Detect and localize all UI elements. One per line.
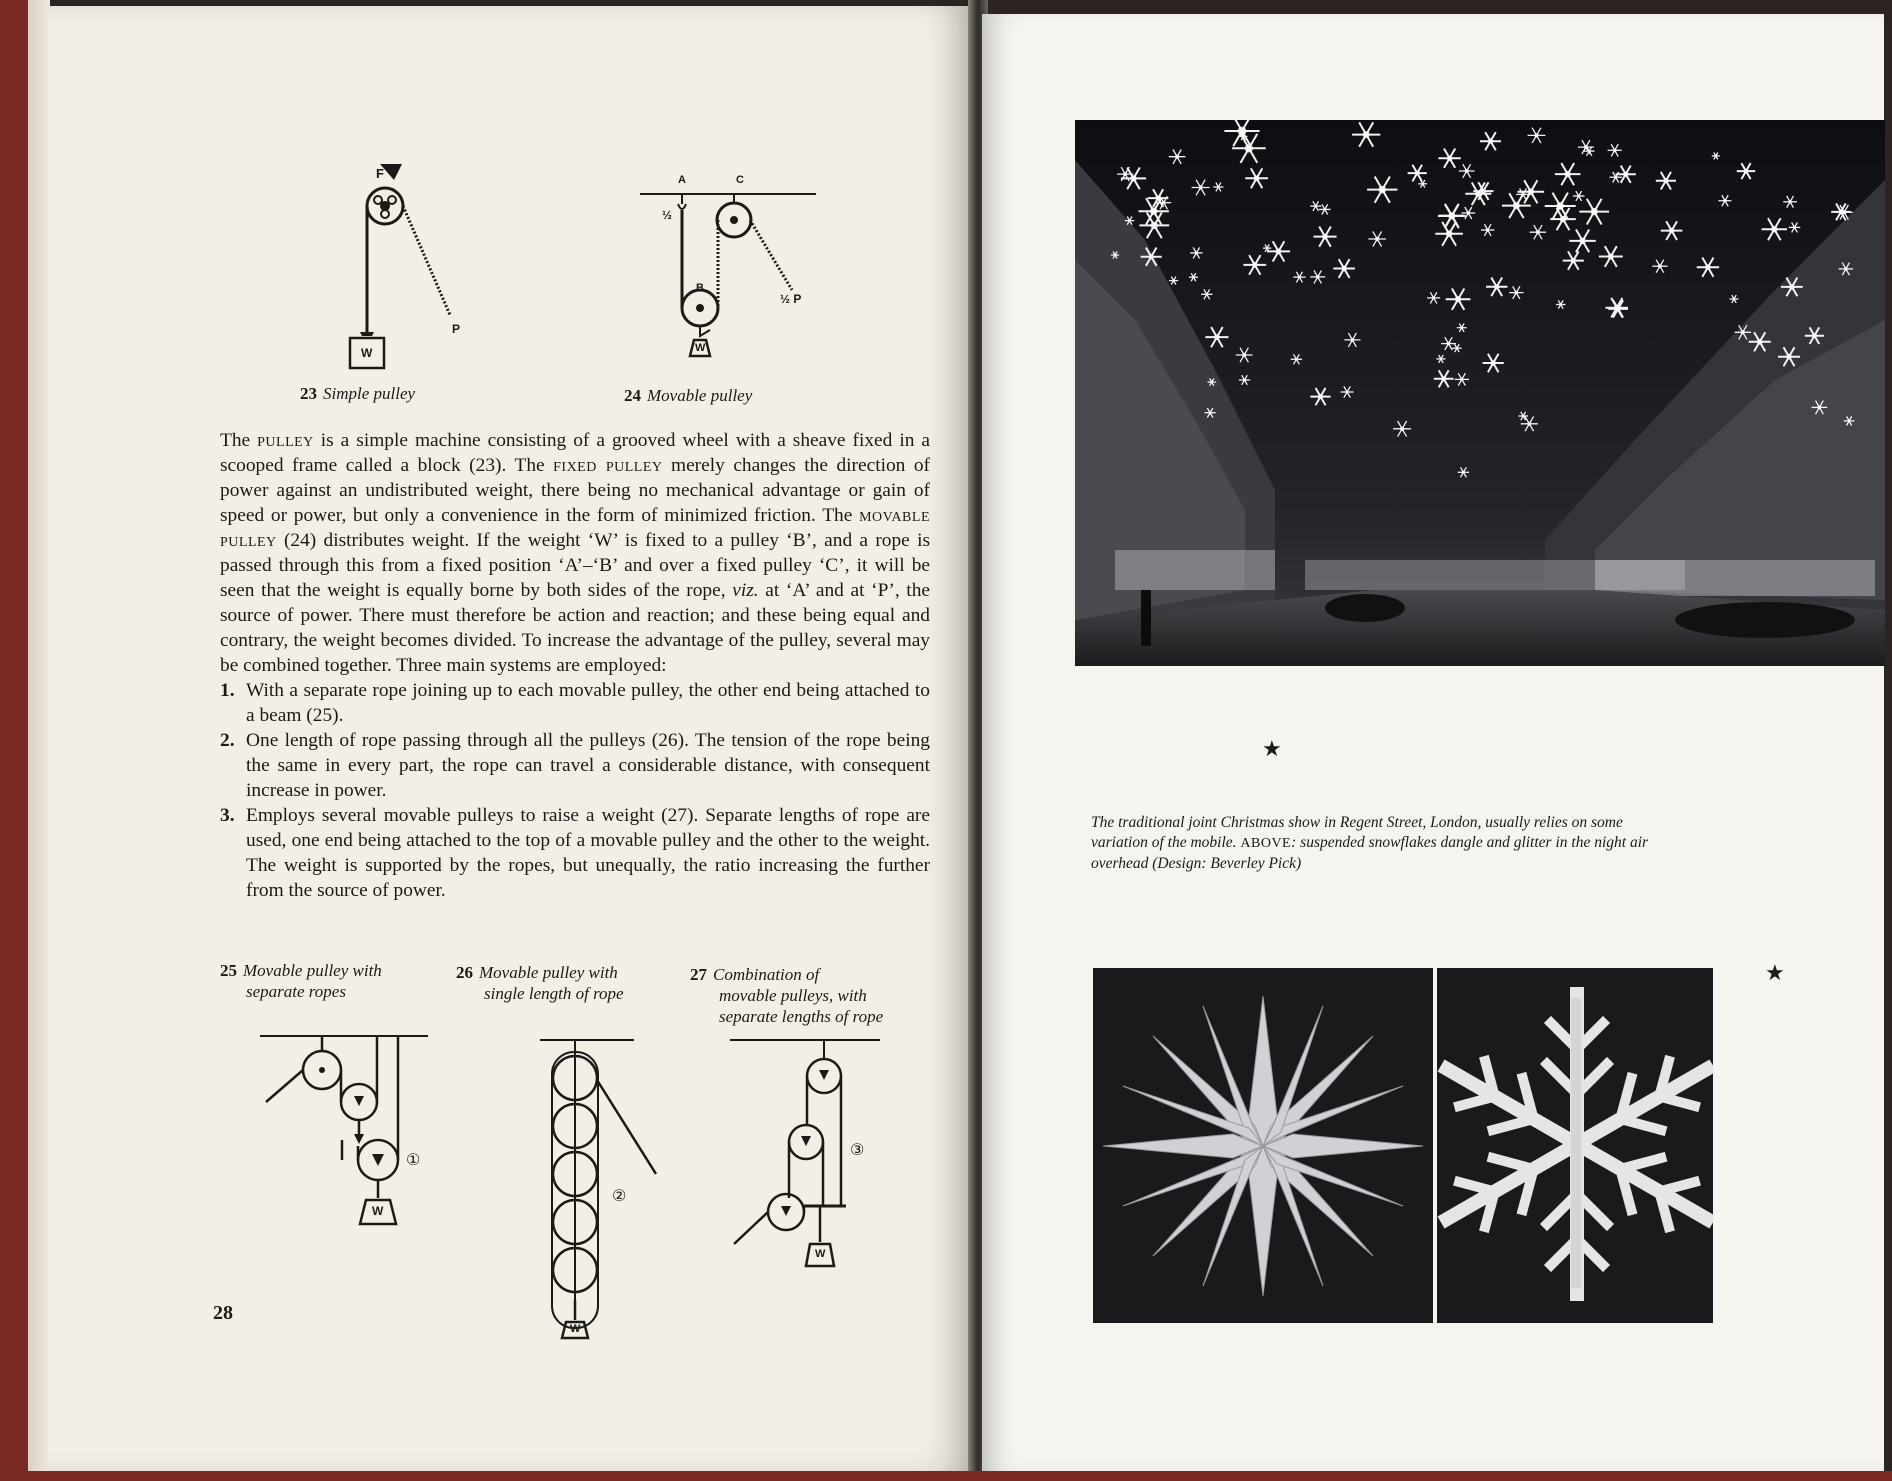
list-item: [220, 728, 930, 803]
caption-number: 24: [624, 386, 641, 405]
list-text: With a separate rope joining up to each movable pulley, the other end being attached to a beam (25).: [246, 680, 930, 726]
caption-fig24: [624, 385, 752, 406]
label-w: W: [815, 1248, 826, 1260]
figure-combination: [730, 1030, 920, 1290]
caption-number: 25: [220, 961, 237, 980]
marker-3: ③: [850, 1142, 865, 1159]
star-ornament: ★: [1765, 960, 1785, 985]
star-ornament: ★: [1262, 736, 1282, 761]
term-fixed-pulley: fixed pulley: [553, 455, 663, 476]
label-p: P: [452, 322, 461, 336]
caption-fig26: [456, 962, 676, 1004]
paragraph-pulley: [220, 428, 930, 678]
figure-separate-ropes: [256, 1030, 436, 1230]
page-stack-edge: [28, 0, 50, 1481]
label-w: W: [695, 342, 706, 354]
caption-text: separate lengths of rope: [719, 1007, 884, 1026]
text-run: is a simple machine consisting of a grooved wheel with a sheave fixed in a scooped frame called a block (23). The: [220, 430, 930, 476]
systems-list: [220, 678, 930, 903]
caption-text: Movable pulley with: [243, 961, 382, 980]
caption-text: The traditional joint Christmas show in Regent Street, London, usually relies on some variation of the mobile.: [1091, 814, 1623, 851]
photo-snowflake-right: [1437, 968, 1713, 1323]
photo-snowflake-left: [1093, 968, 1433, 1323]
figure-single-rope: [540, 1030, 680, 1340]
photo-caption: [1091, 813, 1671, 874]
label-b: B: [696, 282, 704, 294]
caption-text: Combination of: [713, 965, 820, 984]
caption-fig23: [300, 383, 415, 404]
figure-movable-pulley: [636, 174, 826, 360]
label-c: C: [736, 174, 744, 186]
text-run: The: [220, 430, 258, 451]
label-w: W: [570, 1323, 581, 1335]
caption-number: 23: [300, 384, 317, 403]
text-run: at ‘A’ and at ‘P’, the source of power. There must therefore be action and reaction; and these being equal and contrary, the weight becomes divided. To increase the advantage of the pulley, several may be combined together. Three main systems are employed:: [220, 580, 930, 676]
label-w: W: [372, 1204, 384, 1218]
caption-text: Movable pulley with: [479, 963, 618, 982]
text-run: merely changes the direction of power against an undistributed weight, there being no mechanical advantage or gain of speed or power, but only a convenience in the form of minimized friction. The: [220, 455, 931, 526]
caption-text: single length of rope: [484, 984, 624, 1003]
text-viz: viz.: [732, 580, 759, 601]
list-item: [220, 678, 930, 728]
label-half-p: ½ P: [780, 292, 802, 306]
marker-2: ②: [612, 1188, 627, 1205]
caption-text: separate ropes: [246, 982, 346, 1001]
list-number: 3.: [220, 805, 235, 826]
label-a: A: [678, 174, 686, 186]
caption-fig25: [220, 960, 430, 1002]
label-half: ½: [662, 208, 673, 222]
list-text: Employs several movable pulleys to raise a weight (27). Separate lengths of rope are used, one end being attached to the top of a movable pulley and the other to the weight. The weight is supported by the ropes, but unequally, the ratio increasing the further from the source of power.: [246, 805, 930, 901]
caption-fig27: [690, 964, 930, 1027]
text-run: (24) distributes weight. If the weight ‘W’ is fixed to a pulley ‘B’, and a rope is passed through this from a fixed position ‘A’–‘B’ and over a fixed pulley ‘C’, it will be seen that the weight is equally borne by both sides of the rope,: [220, 530, 930, 601]
page-number: 28: [213, 1302, 233, 1324]
list-number: 2.: [220, 730, 235, 751]
caption-text: Movable pulley: [647, 386, 753, 405]
list-text: One length of rope passing through all the pulleys (26). The tension of the rope being the same in every part, the rope can travel a considerable distance, with consequent increase in power.: [246, 730, 930, 801]
caption-text: : suspended snowflakes dangle and glitter in the night air overhead (Design: Beverley Pick): [1091, 834, 1649, 872]
marker-1: ①: [406, 1152, 421, 1169]
body-text: [220, 428, 930, 903]
label-f: F: [376, 166, 384, 181]
list-item: [220, 803, 930, 903]
book-cover-bottom: [0, 1471, 1892, 1481]
caption-above: ABOVE: [1240, 836, 1292, 851]
list-number: 1.: [220, 680, 235, 701]
label-w: W: [361, 346, 373, 360]
caption-number: 26: [456, 963, 473, 982]
term-movable-pulley: movable pulley: [220, 505, 930, 551]
photo-regent-street: [1075, 120, 1885, 666]
caption-text: movable pulleys, with: [719, 986, 867, 1005]
caption-number: 27: [690, 965, 707, 984]
term-pulley: pulley: [257, 430, 314, 451]
caption-text: Simple pulley: [323, 384, 416, 403]
figure-simple-pulley: [280, 160, 480, 375]
